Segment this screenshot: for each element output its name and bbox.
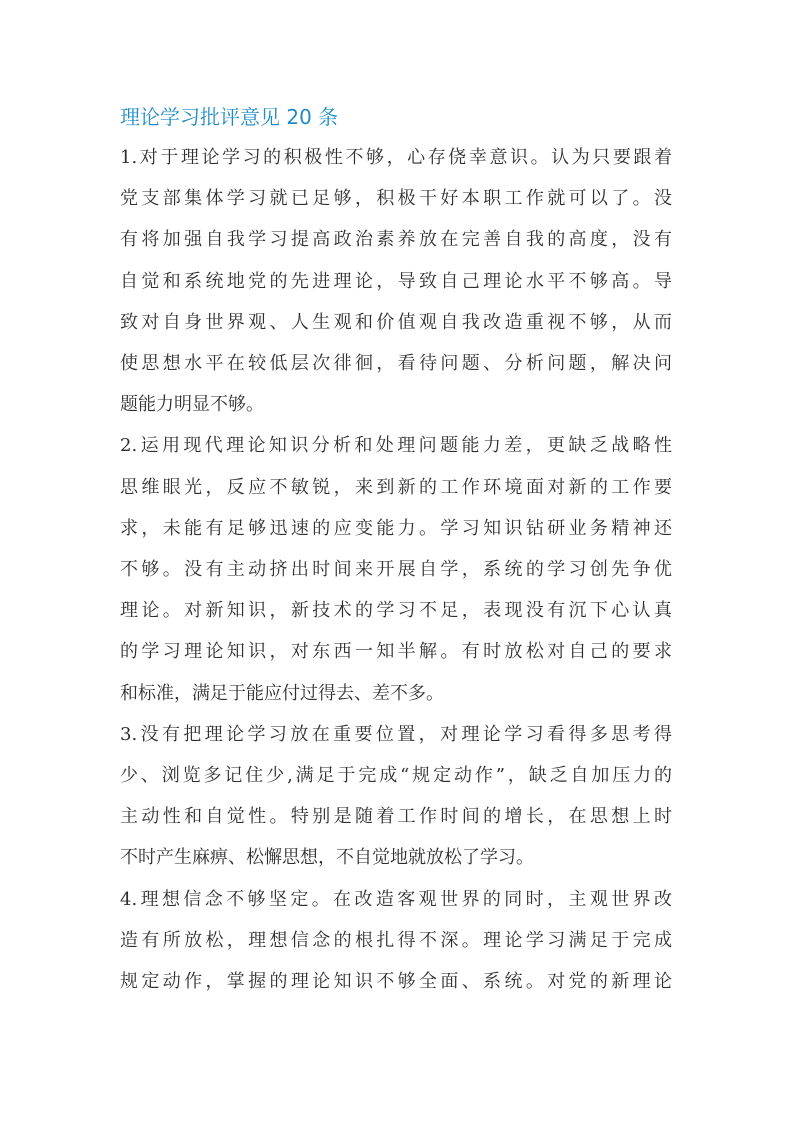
text-line: 党支部集体学习就已足够，积极干好本职工作就可以了。没: [120, 188, 672, 210]
text-line: 和标准，满足于能应付过得去、差不多。: [120, 682, 444, 704]
text-line: 的学习理论知识，对东西一知半解。有时放松对自己的要求: [120, 641, 672, 663]
text-line: 使思想水平在较低层次徘徊，看待问题、分析问题，解决问: [120, 353, 672, 374]
text-line: 求，未能有足够迅速的应变能力。学习知识钻研业务精神还: [120, 517, 672, 539]
text-line: 主动性和自觉性。特别是随着工作时间的增长，在思想上时: [120, 806, 672, 828]
text-line: 1.对于理论学习的积极性不够，心存侥幸意识。认为只要跟着: [120, 147, 672, 168]
text-line: 自觉和系统地党的先进理论，导致自己理论水平不够高。导: [120, 270, 672, 292]
text-line: 有将加强自我学习提高政治素养放在完善自我的高度，没有: [120, 229, 672, 251]
document-title: 理论学习批评意见 20 条: [120, 105, 339, 129]
text-line: 题能力明显不够。: [120, 394, 264, 416]
text-line: 思维眼光，反应不敏锐，来到新的工作环境面对新的工作要: [120, 476, 672, 498]
text-line: 理论。对新知识，新技术的学习不足，表现没有沉下心认真: [120, 600, 672, 622]
text-line: 2.运用现代理论知识分析和处理问题能力差，更缺乏战略性: [120, 435, 672, 457]
text-line: 少、浏览多记住少,满足于完成“规定动作”，缺乏自加压力的: [120, 765, 672, 786]
text-line: 规定动作，掌握的理论知识不够全面、系统。对党的新理论: [120, 971, 672, 992]
text-line: 造有所放松，理想信念的根扎得不深。理论学习满足于完成: [120, 929, 672, 951]
text-line: 3.没有把理论学习放在重要位置，对理论学习看得多思考得: [120, 723, 672, 745]
text-line: 不够。没有主动挤出时间来开展自学，系统的学习创先争优: [120, 559, 672, 580]
text-line: 4.理想信念不够坚定。在改造客观世界的同时，主观世界改: [120, 888, 672, 910]
text-line: 不时产生麻痹、松懈思想，不自觉地就放松了学习。: [120, 847, 534, 869]
text-line: 致对自身世界观、人生观和价值观自我改造重视不够，从而: [120, 311, 672, 333]
